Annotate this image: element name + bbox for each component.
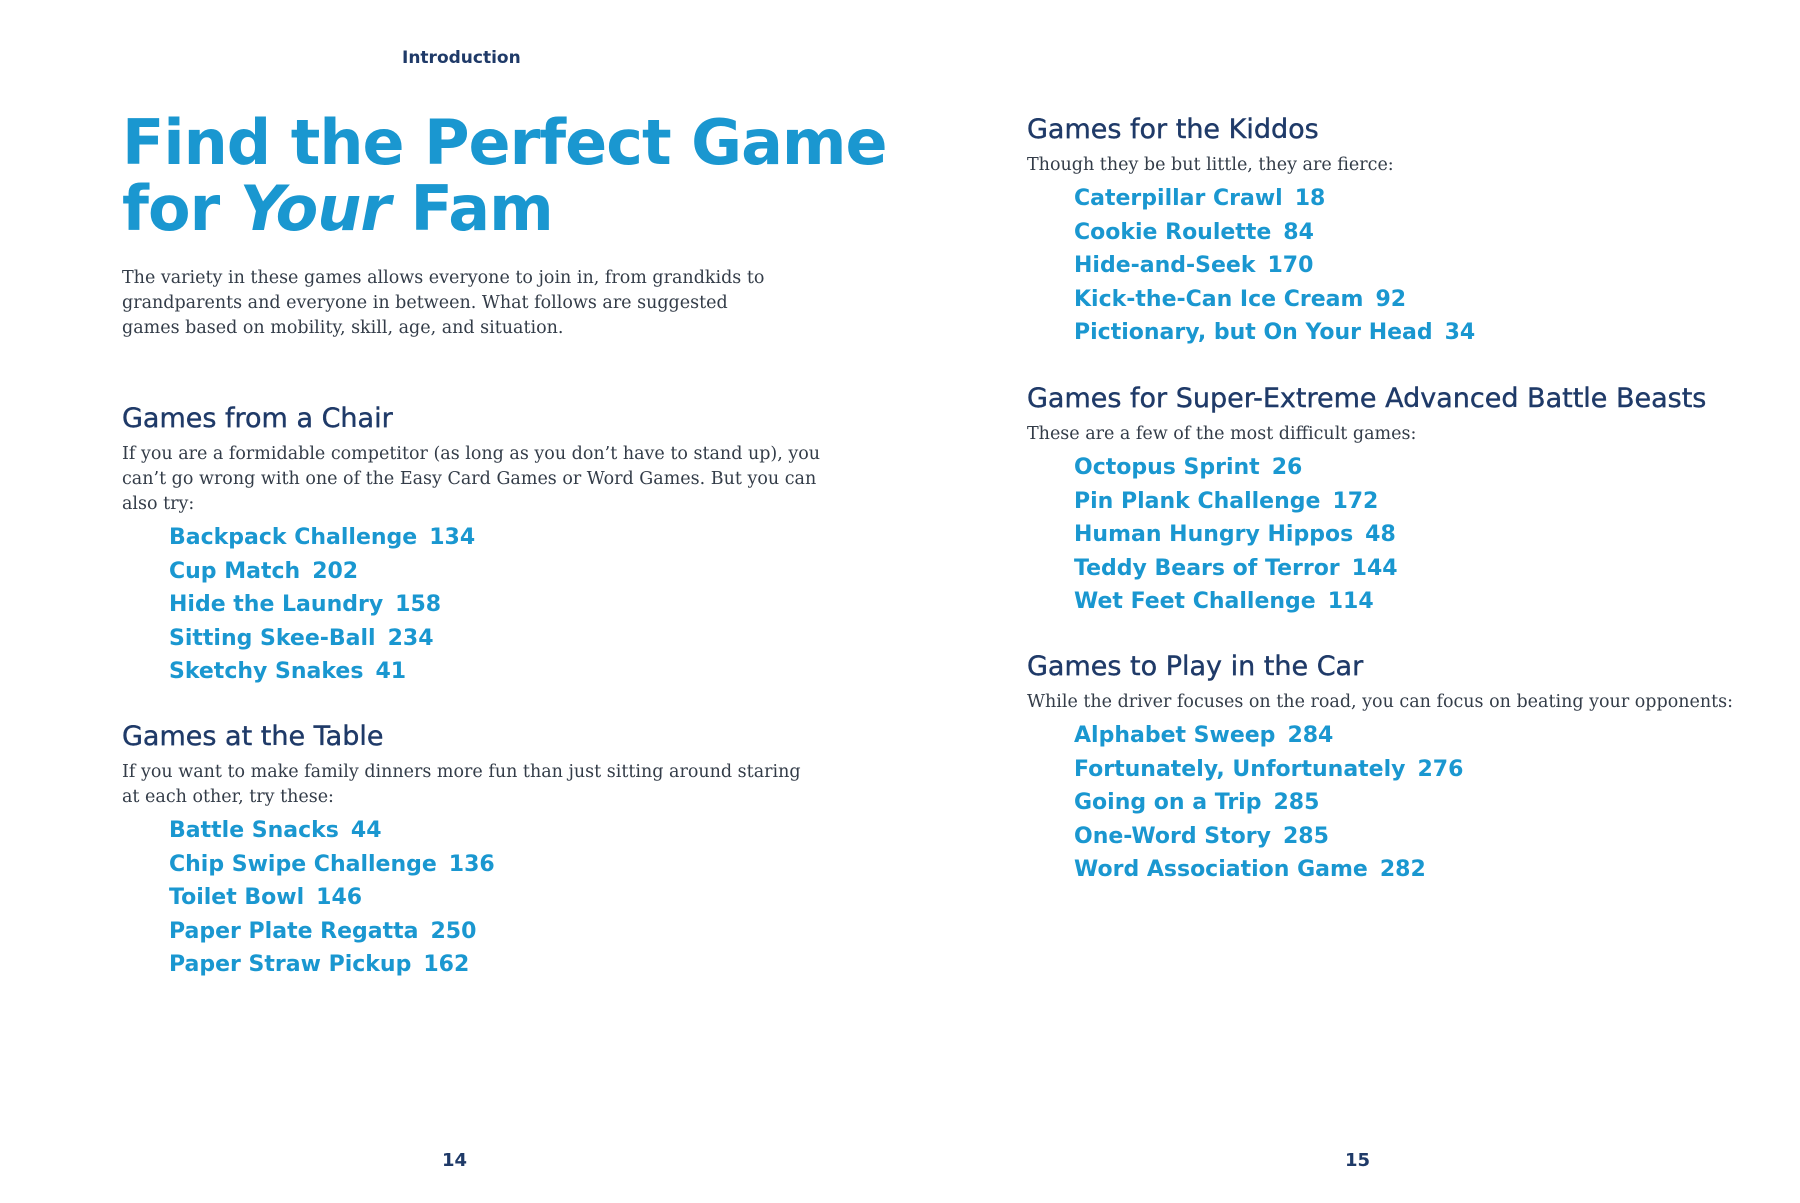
- game-page-number: 26: [1271, 455, 1303, 480]
- game-entry[interactable]: [169, 881, 822, 915]
- title-line-2-emphasis: Your: [239, 172, 390, 245]
- game-name: Pin Plank Challenge: [1074, 488, 1321, 514]
- game-entry[interactable]: [169, 948, 822, 982]
- section-description: If you are a formidable competitor (as long as you don’t have to stand up), you can’t go wrong with one of the Easy Card Games or Word Games. But you can also try:: [122, 444, 821, 514]
- game-name: Going on a Trip: [1074, 790, 1262, 815]
- game-page-number: 92: [1375, 286, 1407, 312]
- game-page-number: 172: [1332, 488, 1379, 514]
- game-name: Paper Plate Regatta: [169, 918, 419, 944]
- game-entry[interactable]: [1074, 283, 1787, 317]
- game-page-number: 276: [1417, 756, 1464, 782]
- game-name: Octopus Sprint: [1074, 455, 1260, 480]
- game-entry[interactable]: [169, 655, 822, 689]
- game-name: Sketchy Snakes: [169, 659, 364, 684]
- game-entry[interactable]: [1074, 216, 1787, 250]
- section-games-from-a-chair: [122, 402, 822, 689]
- game-entry[interactable]: [1074, 753, 1787, 787]
- game-entry[interactable]: [1074, 585, 1787, 619]
- title-line-2-pre: for: [122, 172, 240, 245]
- game-page-number: 44: [350, 818, 382, 843]
- section-description: While the driver focuses on the road, you can focus on beating your opponents:: [1027, 692, 1734, 712]
- game-page-number: 158: [395, 592, 442, 617]
- game-entry[interactable]: [1074, 552, 1787, 586]
- section-games-at-the-table: [122, 720, 822, 982]
- game-entry[interactable]: [169, 848, 822, 882]
- game-page-number: 285: [1273, 790, 1320, 815]
- game-name: Hide-and-Seek: [1074, 253, 1256, 278]
- game-page-number: 84: [1283, 219, 1314, 245]
- game-name: Chip Swipe Challenge: [169, 851, 437, 877]
- game-entry[interactable]: [1074, 451, 1787, 485]
- game-entry[interactable]: [1074, 316, 1787, 350]
- game-page-number: 136: [448, 851, 495, 877]
- game-entry[interactable]: [1074, 518, 1787, 552]
- title-line-1: Find the Perfect Game: [122, 106, 887, 179]
- game-name: Cup Match: [169, 558, 301, 584]
- game-entry[interactable]: [1074, 786, 1787, 820]
- game-name: Toilet Bowl: [169, 885, 305, 910]
- game-list: [122, 521, 822, 689]
- game-name: Sitting Skee-Ball: [169, 625, 376, 651]
- section-description: These are a few of the most difficult games:: [1027, 424, 1417, 444]
- section-description: If you want to make family dinners more fun than just sitting around staring at each other, try these:: [122, 762, 801, 807]
- game-entry[interactable]: [1074, 182, 1787, 216]
- page-number-left: 14: [442, 1150, 468, 1171]
- game-name: Hide the Laundry: [169, 592, 384, 617]
- game-entry[interactable]: [1074, 853, 1787, 887]
- section-description: Though they be but little, they are fierce:: [1027, 155, 1394, 175]
- section-heading: Games for Super-Extreme Advanced Battle Beasts: [1027, 383, 1707, 414]
- game-name: Caterpillar Crawl: [1074, 186, 1283, 211]
- game-name: Fortunately, Unfortunately: [1074, 756, 1406, 782]
- game-page-number: 284: [1287, 723, 1334, 748]
- game-entry[interactable]: [169, 814, 822, 848]
- game-entry[interactable]: [1074, 820, 1787, 854]
- title-line-2-post: Fam: [389, 172, 553, 245]
- game-page-number: 144: [1351, 555, 1398, 581]
- game-name: Wet Feet Challenge: [1074, 589, 1316, 614]
- game-name: Cookie Roulette: [1074, 219, 1272, 245]
- game-entry[interactable]: [1074, 719, 1787, 753]
- section-heading: Games to Play in the Car: [1027, 651, 1364, 682]
- section-heading: Games from a Chair: [122, 403, 393, 434]
- game-entry[interactable]: [169, 915, 822, 949]
- game-page-number: 285: [1282, 823, 1329, 849]
- game-entry[interactable]: [169, 555, 822, 589]
- game-list: [1027, 451, 1787, 619]
- running-head: Introduction: [402, 48, 521, 68]
- game-name: Pictionary, but On Your Head: [1074, 320, 1433, 345]
- game-name: Paper Straw Pickup: [169, 952, 412, 977]
- game-list: [1027, 719, 1787, 887]
- game-name: Battle Snacks: [169, 818, 339, 843]
- game-page-number: 134: [429, 525, 476, 550]
- section-games-for-the-kiddos: [1027, 113, 1787, 350]
- page-number-right: 15: [1345, 1150, 1371, 1171]
- game-name: Backpack Challenge: [169, 525, 418, 550]
- game-page-number: 202: [312, 558, 359, 584]
- game-page-number: 18: [1294, 186, 1326, 211]
- game-page-number: 41: [375, 659, 407, 684]
- game-name: Kick-the-Can Ice Cream: [1074, 286, 1364, 312]
- section-heading: Games at the Table: [122, 721, 384, 752]
- game-page-number: 34: [1444, 320, 1476, 345]
- game-name: Word Association Game: [1074, 857, 1368, 882]
- section-heading: Games for the Kiddos: [1027, 114, 1319, 145]
- game-page-number: 250: [430, 918, 477, 944]
- game-entry[interactable]: [169, 521, 822, 555]
- game-name: Teddy Bears of Terror: [1074, 555, 1340, 581]
- page-title: [122, 106, 887, 245]
- game-entry[interactable]: [1074, 249, 1787, 283]
- game-name: One-Word Story: [1074, 823, 1271, 849]
- game-page-number: 114: [1327, 589, 1374, 614]
- game-page-number: 282: [1379, 857, 1426, 882]
- game-name: Human Hungry Hippos: [1074, 522, 1354, 547]
- intro-paragraph: The variety in these games allows everyone to join in, from grandkids to grandparents and everyone in between. What follows are suggested games based on mobility, skill, age, and situation.: [122, 268, 765, 338]
- section-games-for-battle-beasts: [1027, 382, 1787, 619]
- game-page-number: 48: [1365, 522, 1396, 547]
- game-name: Alphabet Sweep: [1074, 723, 1276, 748]
- game-entry[interactable]: [1074, 485, 1787, 519]
- right-page: [900, 0, 1800, 1203]
- game-page-number: 162: [423, 952, 470, 977]
- game-page-number: 170: [1267, 253, 1314, 278]
- game-list: [122, 814, 822, 982]
- game-entry[interactable]: [169, 588, 822, 622]
- game-list: [1027, 182, 1787, 350]
- section-games-in-the-car: [1027, 650, 1787, 887]
- game-page-number: 146: [316, 885, 363, 910]
- game-page-number: 234: [387, 625, 434, 651]
- game-entry[interactable]: [169, 622, 822, 656]
